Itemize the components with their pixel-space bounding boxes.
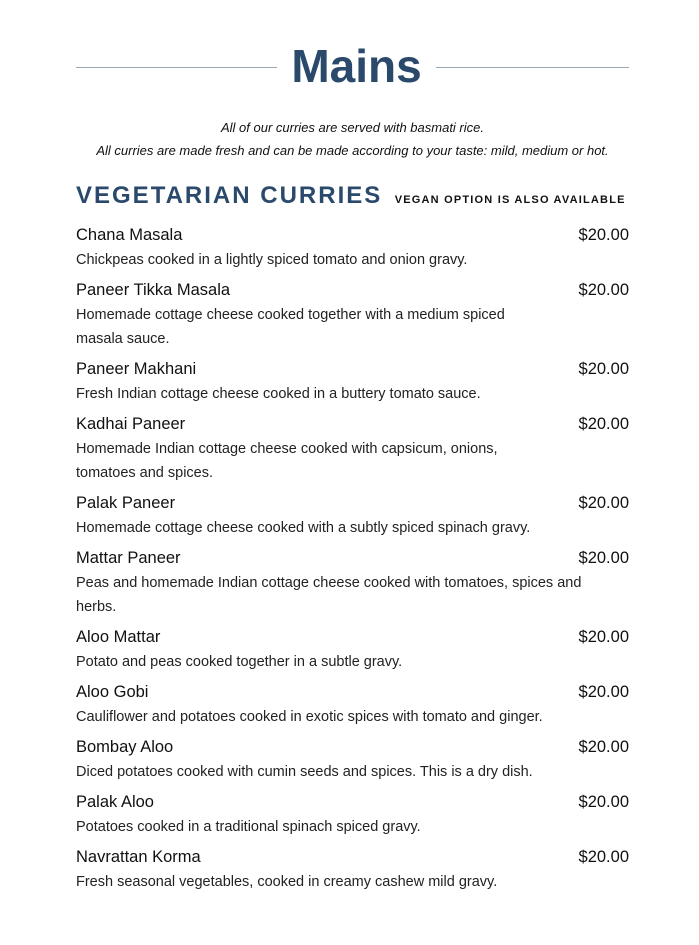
menu-item-name: Kadhai Paneer xyxy=(76,415,186,433)
menu-item-description: Fresh seasonal vegetables, cooked in creamy cashew mild gravy. xyxy=(76,874,498,890)
title-rule-right xyxy=(436,67,629,68)
menu-item-price: $20.00 xyxy=(578,415,629,433)
menu-item-head xyxy=(76,734,629,760)
menu-item xyxy=(76,490,629,540)
menu-item-name: Bombay Aloo xyxy=(76,738,174,756)
menu-item-price: $20.00 xyxy=(578,683,629,701)
menu-item-price: $20.00 xyxy=(578,549,629,567)
menu-item-name: Navrattan Korma xyxy=(76,848,201,866)
menu-item xyxy=(76,734,629,784)
menu-item-head xyxy=(76,545,629,571)
menu-item xyxy=(76,844,629,894)
menu-item xyxy=(76,679,629,729)
menu-item-name: Chana Masala xyxy=(76,226,183,244)
menu-item-head xyxy=(76,356,629,382)
menu-item xyxy=(76,624,629,674)
section-header xyxy=(76,182,629,214)
menu-item-price: $20.00 xyxy=(578,793,629,811)
title-row xyxy=(76,40,629,100)
menu-item-description: Cauliflower and potatoes cooked in exotic spices with tomato and ginger. xyxy=(76,709,543,725)
menu-item-head xyxy=(76,679,629,705)
menu-item-price: $20.00 xyxy=(578,226,629,244)
menu-item-name: Mattar Paneer xyxy=(76,549,181,567)
menu-item-description: Potatoes cooked in a traditional spinach spiced gravy. xyxy=(76,819,421,835)
menu-item-name: Paneer Makhani xyxy=(76,360,197,378)
menu-item-head xyxy=(76,490,629,516)
menu-item-list xyxy=(76,222,629,899)
section-note: VEGAN OPTION IS ALSO AVAILABLE xyxy=(394,194,626,206)
menu-item-name: Palak Aloo xyxy=(76,793,154,811)
menu-item-price: $20.00 xyxy=(578,494,629,512)
menu-item-head xyxy=(76,624,629,650)
page-title: Mains xyxy=(291,40,422,92)
menu-item-description: Homemade Indian cottage cheese cooked with capsicum, onions, tomatoes and spices. xyxy=(76,441,498,481)
intro-line-2: All curries are made fresh and can be made according to your taste: mild, medium or hot. xyxy=(96,143,609,158)
menu-item xyxy=(76,222,629,272)
menu-item-description: Chickpeas cooked in a lightly spiced tomato and onion gravy. xyxy=(76,252,468,268)
menu-item-description: Fresh Indian cottage cheese cooked in a buttery tomato sauce. xyxy=(76,386,481,402)
menu-item-head xyxy=(76,277,629,303)
menu-item-head xyxy=(76,844,629,870)
menu-item-description: Peas and homemade Indian cottage cheese cooked with tomatoes, spices and herbs. xyxy=(76,575,582,615)
menu-item xyxy=(76,789,629,839)
menu-item-description: Homemade cottage cheese cooked together with a medium spiced masala sauce. xyxy=(76,307,505,347)
menu-item xyxy=(76,411,629,485)
menu-item-head xyxy=(76,222,629,248)
menu-item-price: $20.00 xyxy=(578,738,629,756)
menu-item-description: Diced potatoes cooked with cumin seeds and spices. This is a dry dish. xyxy=(76,764,533,780)
menu-item xyxy=(76,356,629,406)
menu-item xyxy=(76,277,629,351)
menu-item-name: Aloo Mattar xyxy=(76,628,161,646)
menu-item xyxy=(76,545,629,619)
intro-text xyxy=(56,116,649,162)
menu-item-price: $20.00 xyxy=(578,281,629,299)
title-rule-left xyxy=(76,67,277,68)
menu-item-head xyxy=(76,789,629,815)
menu-item-price: $20.00 xyxy=(578,360,629,378)
menu-item-name: Aloo Gobi xyxy=(76,683,149,701)
menu-item-name: Palak Paneer xyxy=(76,494,176,512)
menu-item-description: Homemade cottage cheese cooked with a subtly spiced spinach gravy. xyxy=(76,520,531,536)
menu-item-head xyxy=(76,411,629,437)
intro-line-1: All of our curries are served with basmati rice. xyxy=(221,120,484,135)
menu-item-price: $20.00 xyxy=(578,848,629,866)
menu-item-name: Paneer Tikka Masala xyxy=(76,281,231,299)
menu-item-price: $20.00 xyxy=(578,628,629,646)
section-title: VEGETARIAN CURRIES xyxy=(76,182,383,209)
menu-item-description: Potato and peas cooked together in a subtle gravy. xyxy=(76,654,403,670)
